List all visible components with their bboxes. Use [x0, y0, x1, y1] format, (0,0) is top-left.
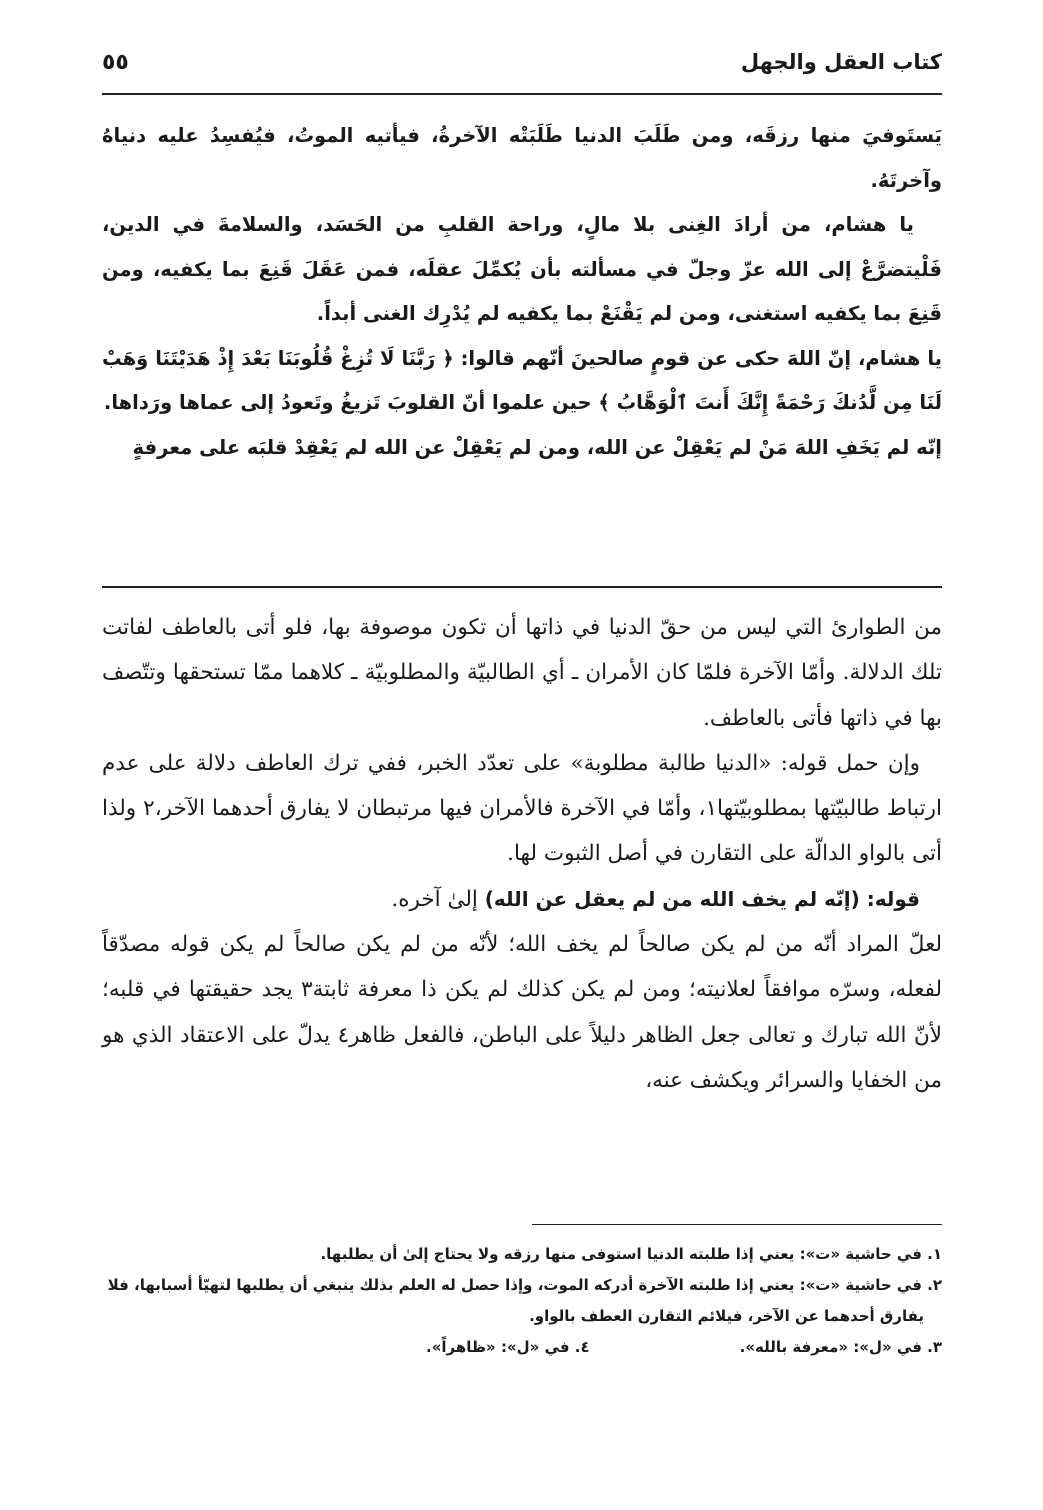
header-divider — [102, 93, 942, 95]
hadith-paragraph: يا هشام، من أرادَ الغِنى بلا مالٍ، وراحة القلبِ من الحَسَد، والسلامةَ في الدين، فَلْيتضرَّعْ إلى الله عزّ وجلّ في مسألته بأن يُكمِّلَ عقلَه، فمن عَقَلَ قَنِعَ بما يكفيه، ومن قَنِعَ بما يكفيه استغنى، ومن لم يَقْنَعْ بما يكفيه لم يُدْرِك الغنى أبداً. — [102, 213, 942, 325]
hadith-paragraph: إنّه لم يَخَفِ اللهَ مَنْ لم يَعْقِلْ عن الله، ومن لم يَعْقِلْ عن الله لم يَعْقِدْ قلبَه على معرفةٍ — [132, 435, 942, 459]
footnote-1: ١. في حاشية «ت»: يعني إذا طلبته الدنيا استوفى منها رزقه ولا يحتاج إلىٰ أن يطلبها. — [320, 1245, 942, 1263]
page-header — [102, 42, 942, 82]
commentary-lemma — [102, 877, 942, 922]
hadith-paragraph: يَستَوفيَ منها رزقَه، ومن طَلَبَ الدنيا طَلَبَتْه الآخرةُ، فيأتيه الموتُ، فيُفسِدُ عليه دنياهُ وآخرتَهُ. — [102, 124, 942, 192]
commentary-paragraph: من الطوارئ التي ليس من حقّ الدنيا في ذاتها أن تكون موصوفة بها، فلو أتى بالعاطف لفاتت تلك الدلالة. وأمّا الآخرة فلمّا كان الأمران ـ أي الطالبيّة والمطلوبيّة ـ كلاهما ممّا تستحقها وتتّصف بها في ذاتها فأتى بالعاطف. — [102, 615, 942, 731]
lemma-quote: قوله: (إنّه لم يخف الله من لم يعقل عن الله) — [484, 886, 920, 911]
footnote-2: ٢. في حاشية «ت»: يعني إذا طلبته الآخرة أدركه الموت، وإذا حصل له العلم بذلك ينبغي أن يطلبها لتهيّأ أسبابها، فلا يفارق أحدهما عن الآخر، فيلائم التقارن العطف بالواو. — [107, 1276, 942, 1325]
lemma-continuation: إلىٰ آخره. — [391, 886, 485, 912]
footnote-3: ٣. في «ل»: «معرفة بالله». — [739, 1338, 942, 1356]
book-page — [102, 30, 942, 1480]
footnote-4: ٤. في «ل»: «ظاهراً». — [426, 1338, 590, 1356]
commentary-paragraph: لعلّ المراد أنّه من لم يكن صالحاً لم يخف الله؛ لأنّه من لم يكن صالحاً لم يكن قوله مصدّقاً لفعله، وسرّه موافقاً لعلانيته؛ ومن لم يكن كذلك لم يكن ذا معرفة ثابتة٣ يجد حقيقتها في قلبه؛ لأنّ الله تبارك و تعالى جعل الظاهر دليلاً على الباطن، فالفعل ظاهر٤ يدلّ على الاعتقاد الذي هو من الخفايا والسرائر ويكشف عنه، — [102, 932, 942, 1093]
commentary-paragraph: وإن حمل قوله: «الدنيا طالبة مطلوبة» على تعدّد الخبر، ففي ترك العاطف دلالة على عدم ارتباط طالبيّتها بمطلوبيّتها١، وأمّا في الآخرة فالأمران فيها مرتبطان لا يفارق أحدهما الآخر،٢ ولذا أتى بالواو الدالّة على التقارن في أصل الثبوت لها. — [102, 750, 943, 867]
commentary-text — [102, 605, 942, 1103]
footnotes — [102, 1239, 942, 1363]
footnote-row — [102, 1332, 942, 1363]
section-divider — [102, 586, 942, 588]
footnote-divider — [532, 1224, 942, 1225]
hadith-text — [102, 114, 942, 470]
running-title: كتاب العقل والجهل — [740, 50, 942, 74]
page-number: ٥٥ — [102, 49, 129, 75]
hadith-paragraph: يا هشام، إنّ اللهَ حكى عن قومٍ صالحينَ أنّهم قالوا: ﴿ رَبَّنَا لَا تُزِغْ قُلُوبَنَا بَعْدَ إِذْ هَدَيْتَنَا وَهَبْ لَنَا مِن لَّدُنكَ رَحْمَةً إِنَّكَ أَنتَ ٱلْوَهَّابُ ﴾ حين علموا أنّ القلوبَ تَزيغُ وتَعودُ إلى عماها ورَداها. — [102, 346, 942, 414]
